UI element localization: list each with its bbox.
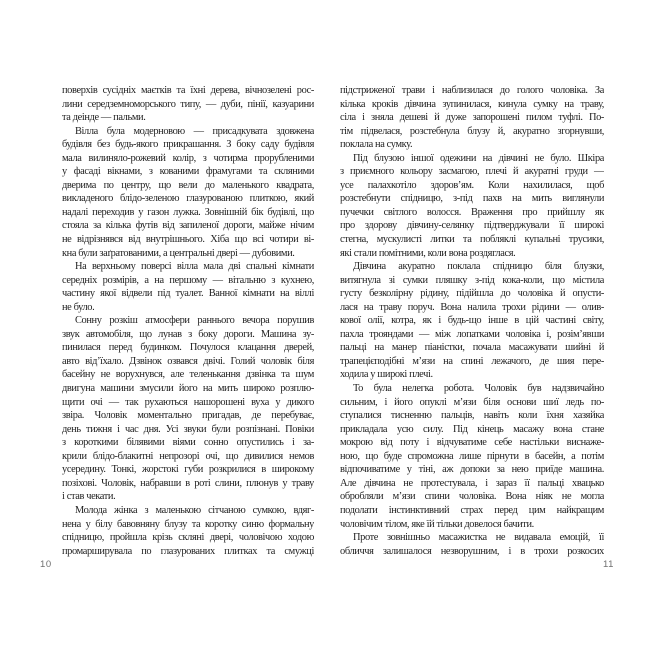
text-line: усередину. Тонкі, жорстокі губи розкрилися в широкому: [62, 464, 314, 476]
text-line: частину якої відвели під туалет. Ванної кімнати на віллі: [62, 288, 314, 300]
page-right: [325, 0, 650, 650]
text-line: басейну не ворухнувся, але теленькання дзвінка та шум: [62, 369, 314, 381]
text-line: мала вилиняло-рожевий колір, з чотирма прорубленими: [62, 152, 314, 164]
text-line: будівля без будь-якого прикрашання. З боку саду будівля: [62, 139, 314, 151]
text-line: сіла і зняла дешеві й дуже запорошені пилом туфлі. По-: [340, 112, 604, 124]
text-line: усе палахкотіло здоров’ям. Коли нахилилася, щоб: [340, 179, 604, 191]
text-line: викладеного блідо-зеленою глазурованою плиткою, який: [62, 193, 314, 205]
text-line: та деінде — пальми.: [62, 112, 146, 124]
text-line: авто від’їхало. Дзвінок озвався двічі. Голий чоловік біля: [62, 355, 314, 367]
text-line: щити очі — так рухаються нашорошені вуха у дикого: [62, 396, 314, 408]
page-text-left: [62, 84, 314, 558]
text-line: кна були заґратованими, а центральні двері — дубовими.: [62, 247, 295, 259]
text-line: стояла за кілька футів від запиленої дороги, майже нічим: [62, 220, 314, 232]
text-line: ступалися тисненню пальців, навіть коли їхня хазяйка: [340, 410, 604, 422]
text-line: мокрою від поту і відчуватиме себе настільки виснаже-: [340, 437, 604, 449]
text-line: стегна, мускулисті литки та побляклі купальні трусики,: [340, 234, 604, 246]
text-line: Проте зовнішньо масажистка не видавала емоцій, її: [353, 532, 604, 544]
text-line: промарширувала по глазурованих плитках та смужці: [62, 545, 314, 557]
text-line: Але дівчина не протестувала, і зараз її пальці хвацько: [340, 477, 604, 489]
text-line: середніх розмірів, а на першому — вітальню з кухнею,: [62, 274, 314, 286]
text-line: з приємного кольору засмагою, плечі й акуратні груди —: [340, 166, 604, 178]
text-line: тім підвелася, розстебнула блузу й, акуратно згорнувши,: [340, 125, 604, 137]
text-line: чоловічим тілом, яке їй тільки довелося бачити.: [340, 518, 534, 530]
text-line: кілька кроків дівчина зупинилася, кинула сумку на траву,: [340, 98, 604, 110]
text-line: обличчя залишалося незворушним, і в трохи розкосих: [340, 545, 604, 557]
text-line: пучечки світлого волосся. Враження про прийшлу як: [340, 206, 604, 218]
text-line: пинилася перед будинком. Почулося клацання дверей,: [62, 342, 314, 354]
page-number-right: 11: [603, 559, 615, 570]
text-line: ною, що буде спроможна лише пірнути в басейн, а потім: [340, 450, 604, 462]
text-line: лася на траву поруч. Вона налила трохи рідини — олив-: [340, 301, 604, 313]
text-line: пальці на манер піаністки, почала масажувати шийні й: [340, 342, 604, 354]
text-line: не було.: [62, 301, 95, 313]
text-line: у фасаді вікнами, з кованими фрамугами та скляними: [62, 166, 314, 178]
text-line: спідницю, пройшла крізь скляні двері, чоловічою ходою: [62, 532, 314, 544]
text-line: з короткими білявими віями сонно опустились і за-: [62, 437, 314, 449]
text-line: і став чекати.: [62, 491, 116, 503]
text-line: відпочиватиме у тіні, аж допоки за нею приїде машина.: [340, 464, 604, 476]
text-line: не відрізнявся від внутрішнього. Хіба що всі чотири ві-: [62, 234, 314, 246]
text-line: нена у білу бавовняну блузу та коротку синю формальну: [62, 518, 314, 530]
text-line: прикладала усю силу. Під кінець масажу вона стане: [340, 423, 604, 435]
text-line: пахла трояндами — між лопатками чоловіка і, розім’явши: [340, 328, 604, 340]
page-number-left: 10: [40, 559, 52, 570]
text-line: звук автомобіля, що лунав з боку дороги. Машина зу-: [62, 328, 314, 340]
text-line: які стали помітними, коли вона роздяглася.: [340, 247, 516, 259]
text-line: Дівчина акуратно поклала спідницю біля блузки,: [353, 261, 604, 273]
text-line: двигуна машини змусили його на мить широко розплю-: [62, 383, 314, 395]
text-line: витягнула зі сумки пляшку з-під кока-коли, що містила: [340, 274, 604, 286]
text-line: надалі переходив у газон лужка. Зовнішній бік будівлі, що: [62, 206, 314, 218]
text-line: звіра. Чоловік моментально пригадав, де перебуває,: [62, 410, 314, 422]
text-line: лини середземноморського типу, — дуби, пінії, казуарини: [62, 98, 314, 110]
text-line: поклала на сумку.: [340, 139, 413, 151]
text-line: крили блідо-блакитні непрозорі очі, що дивилися немов: [62, 450, 314, 462]
text-line: про здорову дівчину-селянку підтверджували її широкі: [340, 220, 604, 232]
text-line: розстебнути спідницю, з-під пахв на мить виглянули: [340, 193, 604, 205]
text-line: позіхові. Чоловік, набравши в роті слини, плюнув у траву: [62, 477, 314, 489]
text-line: Вілла була модерновою — присадкувата здовжена: [75, 125, 314, 137]
text-line: То була нелегка робота. Чоловік був надзвичайно: [353, 383, 604, 395]
text-line: підстриженої трави і наблизилася до голого чоловіка. За: [340, 85, 604, 96]
text-line: обробляли м’язи спини чоловіка. Вона ніяк не могла: [340, 491, 604, 503]
text-line: На верхньому поверсі вілла мала дві спальні кімнати: [75, 261, 314, 273]
text-line: подолати інстинктивний страх перед цим найкращим: [340, 504, 604, 516]
text-line: сильним, і його опуклі м’язи біля основи шиї ледь по-: [340, 396, 604, 408]
text-line: ходила у широкі плечі.: [340, 369, 433, 381]
text-line: поверхів сусідніх маєтків та їхні дерева, вічнозелені рос-: [62, 85, 314, 96]
text-line: густу безколірну рідину, підійшла до чоловіка й опусти-: [340, 288, 604, 300]
text-line: день тижня і час дня. Усі звуки були розпізнані. Повіки: [62, 423, 314, 435]
text-line: дверима по центру, що вели до маленького квадрата,: [62, 179, 314, 191]
text-line: Сонну розкіш атмосфери раннього вечора порушив: [75, 315, 314, 327]
page-text-right: [340, 84, 604, 558]
text-line: Під блузою іншої одежини на дівчині не було. Шкіра: [353, 152, 604, 164]
text-line: трапецієподібні м’язи на спині лежачого, де шия пере-: [340, 355, 604, 367]
text-line: Молода жінка з маленькою сітчаною сумкою, вдяг-: [75, 504, 314, 516]
text-line: кової олії, котра, як і будь-що інше в цій частині світу,: [340, 315, 604, 327]
